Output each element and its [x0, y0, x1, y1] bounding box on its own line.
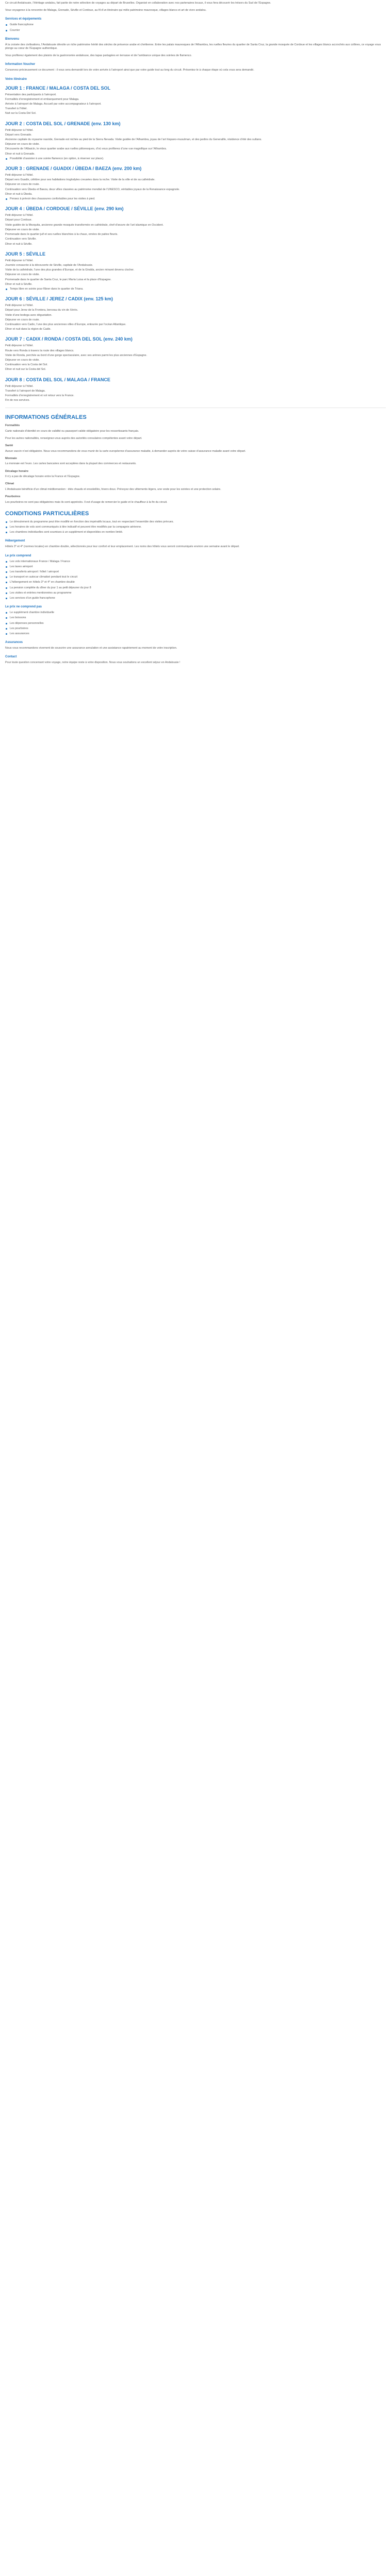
insurance-title: Assurances [5, 641, 23, 645]
day-line: Promenade dans le quartier de Santa Cruz, le parc María Luisa et la place d’Espagne. [5, 278, 111, 281]
list-item: Les services d’un guide francophone [5, 597, 386, 600]
paragraph: Pour toute question concernant votre voyage, notre équipe reste à votre disposition. Nous vous souhaitons un excellent séjour en Andalousie ! [5, 661, 181, 665]
list-item: Les dépenses personnelles [5, 622, 386, 625]
day-block [5, 251, 386, 291]
list-item: Les vols internationaux France / Malaga / France [5, 560, 386, 564]
voucher-info-title: Information Voucher [5, 63, 36, 66]
day-title: JOUR 8 : COSTA DEL SOL / MALAGA / FRANCE [5, 377, 110, 382]
day-line: Petit déjeuner à l’hôtel. [5, 174, 34, 177]
services-list [5, 23, 386, 32]
list-item: Courrier [5, 29, 386, 32]
day-line: Petit déjeuner à l’hôtel. [5, 259, 34, 262]
day-line: Déjeuner en cours de visite. [5, 273, 40, 277]
day-block [5, 377, 386, 403]
list-item: Les pourboires [5, 627, 386, 631]
paragraph: Conservez précieusement ce document : il vous sera demandé lors de votre arrivée à l’aéroport ainsi que par votre guide tout au long du circuit. Présentez-le à chaque étape où cela vous sera demandé. [5, 69, 254, 72]
paragraph: Pour les autres nationalités, renseignez-vous auprès des autorités consulaires compétentes avant votre départ. [5, 437, 142, 440]
day-line: Ancienne capitale du royaume nasride, Grenade est nichée au pied de la Sierra Nevada. Visite guidée de l’Alhambra, joyau de l’art hispano-musulman, et des jardins du Generalife, résidence d’été des sultans. [5, 138, 262, 142]
intro-paragraph: Vous voyagerez à la rencontre de Malaga, Grenade, Séville et Cordoue, au fil d’un itinéraire qui mêle patrimoine mauresque, villages blancs et art de vivre andalou. [5, 9, 207, 12]
day-line: Départ pour Cordoue. [5, 218, 32, 222]
day-line: Découverte de l’Albaicín, le vieux quartier arabe aux ruelles pittoresques, d’où vous profiterez d’une vue magnifique sur l’Alhambra. [5, 147, 167, 151]
day-line: Déjeuner en cours de route. [5, 183, 40, 187]
day-line: Promenade dans le quartier juif et ses ruelles blanchies à la chaux, ornées de patios fleuris. [5, 233, 118, 236]
paragraph: Il n’y a pas de décalage horaire entre la France et l’Espagne. [5, 475, 80, 479]
info-heading: Formalités [5, 424, 20, 428]
day-block [5, 121, 386, 161]
not-included-list [5, 611, 386, 636]
day-line: Petit déjeuner à l’hôtel. [5, 304, 34, 308]
paragraph: À la croisée des civilisations, l’Andalousie dévoile un riche patrimoine hérité des siècles de présence arabe et chrétienne. Entre les palais mauresques de l’Alhambra, les ruelles fleuries du quartier de Santa Cruz, la grande mosquée de Cordoue et les villages blancs accrochés aux collines, ce voyage vous plonge au cœur de l’Espagne authentique. [5, 43, 381, 50]
day-line: Visite de Ronda, perchée au bord d’une gorge spectaculaire, avec ses arènes parmi les plus anciennes d’Espagne. [5, 353, 147, 357]
paragraph: La monnaie est l’euro. Les cartes bancaires sont acceptées dans la plupart des commerces et restaurants. [5, 462, 137, 466]
list-item: Les taxes aéroport [5, 565, 386, 569]
list-item: Les transferts aéroport / hôtel / aéroport [5, 570, 386, 574]
day-line: Dîner et nuit à Séville. [5, 242, 32, 246]
day-line: Transfert à l’hôtel. [5, 107, 27, 111]
day-line: Continuation vers Úbeda et Baeza, deux villes classées au patrimoine mondial de l’UNESCO, véritables joyaux de la Renaissance espagnole. [5, 188, 180, 191]
day-line: Dîner et nuit à Úbeda. [5, 192, 32, 196]
info-heading: Décalage horaire [5, 469, 29, 473]
day-notes [5, 287, 386, 291]
list-item: Les visites et entrées mentionnées au programme [5, 591, 386, 595]
included-list [5, 560, 386, 601]
list-item: L’hébergement en hôtels 3* et 4* en chambre double [5, 581, 386, 584]
paragraph: L’Andalousie bénéficie d’un climat méditerranéen : étés chauds et ensoleillés, hivers doux. Prévoyez des vêtements légers, une veste pour les soirées et une protection solaire. [5, 487, 221, 491]
day-line: Visite de la cathédrale, l’une des plus grandes d’Europe, et de la Giralda, ancien minaret devenu clocher. [5, 268, 135, 272]
day-line: Départ vers Guadix, célèbre pour ses habitations troglodytes creusées dans la roche. Visite de la ville et de sa cathédrale. [5, 178, 155, 182]
list-item: Le supplément chambre individuelle [5, 611, 386, 615]
paragraph: Les pourboires ne sont pas obligatoires mais ils sont appréciés. Il est d’usage de remercier le guide et le chauffeur à la fin du circuit. [5, 500, 168, 504]
day-block [5, 86, 386, 116]
day-line: Petit déjeuner à l’hôtel. [5, 128, 34, 132]
info-heading: Pourboires [5, 495, 21, 499]
day-block [5, 206, 386, 246]
day-line: Dîner et nuit sur la Costa del Sol. [5, 368, 46, 371]
day-line: Nuit sur la Costa Del Sol. [5, 112, 37, 115]
day-title: JOUR 5 : SÉVILLE [5, 251, 46, 257]
info-section [5, 482, 386, 492]
day-line: Départ pour Jerez de la Frontera, berceau du vin de Xérès. [5, 309, 78, 312]
day-line: Petit déjeuner à l’hôtel. [5, 344, 34, 348]
day-line: Continuation vers la Costa del Sol. [5, 363, 48, 367]
day-line: Dîner et nuit à Grenade. [5, 152, 35, 156]
day-line: Petit déjeuner à l’hôtel. [5, 384, 34, 388]
intro-paragraph: Ce circuit Andalousie, l’Héritage andalou, fait partie de notre sélection de voyages au départ de Bruxelles. Organisé en collaboration avec nos partenaires locaux, il vous fera découvrir les trésors du Sud de l’Espagne. [5, 2, 271, 5]
day-title: JOUR 6 : SÉVILLE / JEREZ / CADIX (env. 125 km) [5, 296, 113, 302]
day-line: Déjeuner en cours de visite. [5, 358, 40, 362]
list-item: Les assurances [5, 632, 386, 636]
day-title: JOUR 7 : CADIX / RONDA / COSTA DEL SOL (env. 240 km) [5, 336, 133, 342]
info-heading: Climat [5, 482, 14, 486]
info-section [5, 457, 386, 466]
paragraph: Nous vous recommandons vivement de souscrire une assurance annulation et une assistance rapatriement au moment de votre inscription. [5, 647, 177, 650]
day-title: JOUR 3 : GRENADE / GUADIX / ÚBEDA / BAEZA (env. 200 km) [5, 166, 142, 172]
day-title: JOUR 4 : ÚBEDA / CORDOUE / SÉVILLE (env. 290 km) [5, 206, 124, 212]
services-title: Services et équipements [5, 18, 42, 21]
day-line: Dîner et nuit dans la région de Cadix. [5, 328, 51, 331]
day-block [5, 336, 386, 371]
welcome-text [5, 43, 386, 58]
included-title: Le prix comprend [5, 554, 31, 557]
day-line: Visite guidée de la Mezquita, ancienne grande mosquée transformée en cathédrale, chef-d’œuvre de l’art islamique en Occident. [5, 223, 164, 227]
list-item: Les horaires de vols sont communiqués à titre indicatif et peuvent être modifiés par la compagnie aérienne. [5, 526, 386, 529]
day-line: Transfert à l’aéroport de Malaga. [5, 389, 46, 393]
day-line: Dîner et nuit à Séville. [5, 282, 32, 286]
list-item: La pension complète du dîner du jour 1 au petit déjeuner du jour 8 [5, 586, 386, 590]
day-line: Déjeuner en cours de visite. [5, 228, 40, 231]
day-line: Continuation vers Séville. [5, 238, 37, 241]
day-line: Continuation vers Cadix, l’une des plus anciennes villes d’Europe, entourée par l’océan Atlantique. [5, 323, 126, 326]
day-block [5, 296, 386, 331]
day-line: Déjeuner en cours de route. [5, 318, 40, 321]
day-line: Départ vers Grenade. [5, 133, 32, 137]
day-line: Petit déjeuner à l’hôtel. [5, 214, 34, 217]
info-section [5, 470, 386, 479]
list-item: Pensez à prévoir des chaussures confortables pour les visites à pied. [5, 197, 386, 201]
info-section [5, 444, 386, 453]
info-section [5, 424, 386, 440]
contact-title: Contact [5, 655, 17, 659]
itinerary-title: Votre itinéraire [5, 77, 27, 81]
list-item: Les boissons [5, 616, 386, 620]
info-heading: Monnaie [5, 456, 17, 460]
list-item: Temps libre en soirée pour flâner dans le quartier de Triana. [5, 287, 386, 291]
conditions-list [5, 520, 386, 535]
intro-section [5, 2, 386, 12]
day-line: Présentation des participants à l’aéroport. [5, 93, 57, 96]
list-item: Possibilité d’assister à une soirée flamenco (en option, à réserver sur place). [5, 157, 386, 161]
day-line: Fin de nos services. [5, 399, 30, 402]
day-line: Déjeuner en cours de visite. [5, 143, 40, 146]
list-item: Le transport en autocar climatisé pendant tout le circuit [5, 575, 386, 579]
info-heading: Santé [5, 444, 13, 448]
accommodation-title: Hébergement [5, 539, 25, 543]
paragraph: Hôtels 3* et 4* (normes locales) en chambre double, sélectionnés pour leur confort et leur emplacement. Les noms des hôtels vous seront communiqués environ une semaine avant le départ. [5, 545, 240, 549]
day-line: Journée consacrée à la découverte de Séville, capitale de l’Andalousie. [5, 263, 93, 267]
voucher-document [5, 0, 386, 669]
list-item: Les chambres individuelles sont soumises à un supplément et disponibles en nombre limité. [5, 531, 386, 534]
day-line: Arrivée à l’aéroport de Malaga. Accueil par votre accompagnateur à l’aéroport. [5, 103, 102, 106]
welcome-title: Bienvenu [5, 37, 20, 41]
not-included-title: Le prix ne comprend pas [5, 605, 42, 609]
day-notes [5, 157, 386, 161]
info-section [5, 495, 386, 504]
day-line: Formalités d’enregistrement et vol retour vers la France. [5, 394, 74, 397]
paragraph: Aucun vaccin n’est obligatoire. Nous vous recommandons de vous munir de la carte européenne d’assurance maladie, à demander auprès de votre caisse d’assurance maladie avant votre départ. [5, 449, 246, 453]
general-info-title: INFORMATIONS GÉNÉRALES [5, 414, 87, 421]
list-item: Le déroulement du programme peut être modifié en fonction des impératifs locaux, tout en respectant l’ensemble des visites prévues. [5, 520, 386, 524]
voucher-info-text [5, 69, 386, 72]
day-title: JOUR 1 : FRANCE / MALAGA / COSTA DEL SOL [5, 85, 111, 91]
day-line: Visite d’une bodega avec dégustation. [5, 313, 53, 317]
day-block [5, 166, 386, 201]
list-item: Guide francophone [5, 23, 386, 27]
day-line: Formalités d’enregistrement et embarquement pour Malaga. [5, 97, 79, 101]
day-line: Route vers Ronda à travers la route des villages blancs. [5, 349, 74, 352]
paragraph: Vous profiterez également des plaisirs de la gastronomie andalouse, des tapas partagées en terrasse et de l’ambiance unique des soirées de flamenco. [5, 54, 192, 58]
paragraph: Carte nationale d’identité en cours de validité ou passeport valide obligatoire pour les ressortissants français. [5, 429, 139, 433]
day-notes [5, 197, 386, 201]
day-title: JOUR 2 : COSTA DEL SOL / GRENADE (env. 130 km) [5, 121, 121, 126]
conditions-title: CONDITIONS PARTICULIÈRES [5, 510, 89, 517]
